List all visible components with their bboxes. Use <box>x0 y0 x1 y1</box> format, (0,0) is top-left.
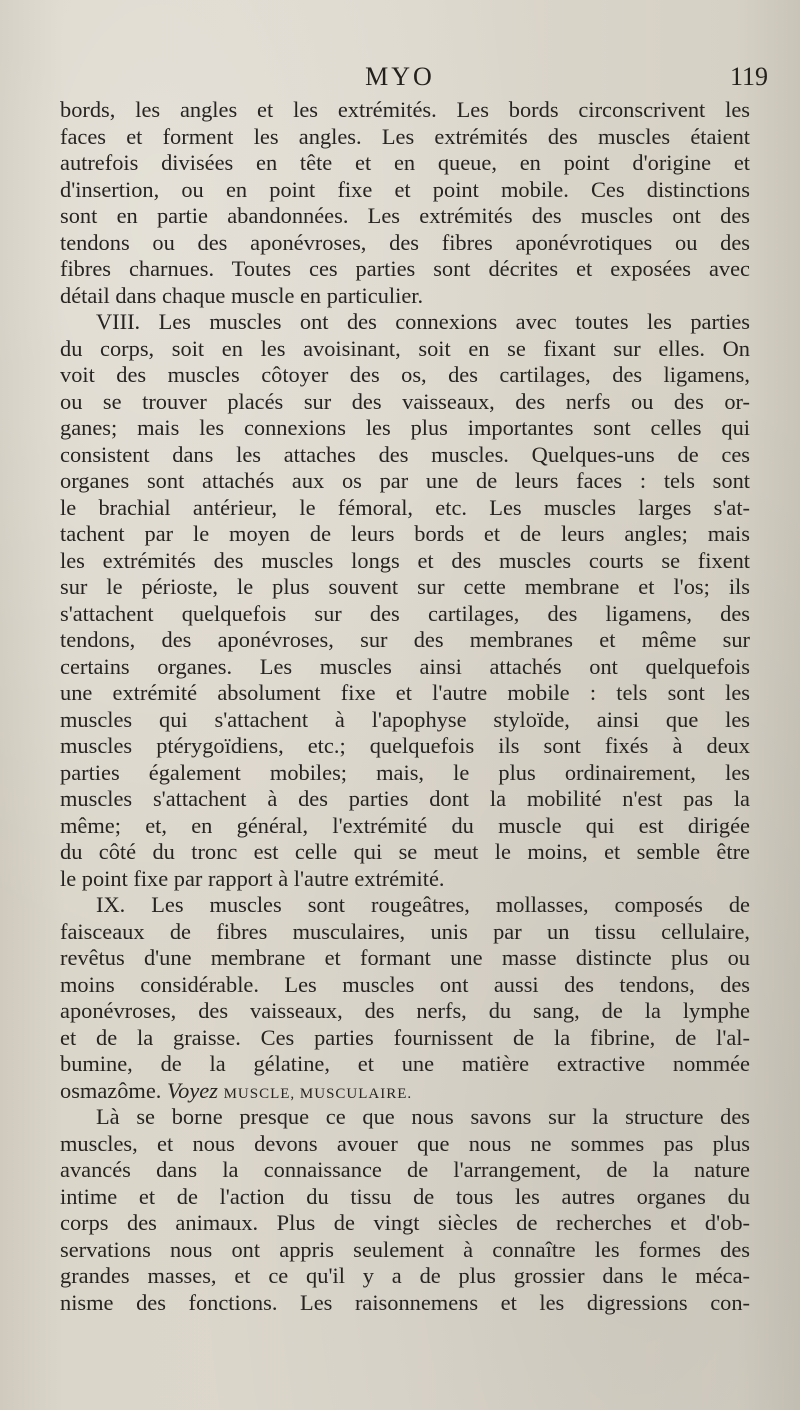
text-line: moins considérable. Les muscles ont aussi des tendons, des <box>60 971 750 997</box>
text-line: ou se trouver placés sur des vaisseaux, des nerfs ou des or- <box>60 388 750 414</box>
paragraph-viii-first-line: VIII. Les muscles ont des connexions avec toutes les parties <box>96 309 750 334</box>
text-line: organes sont attachés aux os par une de leurs faces : tels sont <box>60 468 750 493</box>
text-line: bords, les angles et les extrémités. Les bords circonscrivent les <box>60 97 750 122</box>
text-line: muscles, et nous devons avouer que nous ne sommes pas plus <box>60 1130 750 1156</box>
text-line: détail dans chaque muscle en particulier. <box>60 282 424 308</box>
text-line: intime et de l'action du tissu de tous les autres organes du <box>60 1183 750 1209</box>
page-number: 119 <box>729 62 768 91</box>
text-line: s'attachent quelquefois sur des cartilages, des ligamens, des <box>60 600 750 626</box>
paragraph-first-line: Là se borne presque ce que nous savons sur la structure des <box>96 1104 750 1129</box>
text-line: sont en partie abandonnées. Les extrémités des muscles ont des <box>60 203 750 228</box>
text-line: le point fixe par rapport à l'autre extrémité. <box>60 865 445 891</box>
text-line: d'insertion, ou en point fixe et point mobile. Ces distinctions <box>60 176 750 202</box>
text-line: aponévroses, des vaisseaux, des nerfs, du sang, de la lymphe <box>60 998 750 1023</box>
text-line: tendons, des aponévroses, sur des membranes et même sur <box>60 627 750 652</box>
text-line: le brachial antérieur, le fémoral, etc. Les muscles larges s'at- <box>60 494 750 520</box>
text-line: les extrémités des muscles longs et des muscles courts se fixent <box>60 547 750 573</box>
text-line: bumine, de la gélatine, et une matière extractive nommée <box>60 1051 750 1076</box>
text-line: consistent dans les attaches des muscles. Quelques-uns de ces <box>60 441 750 467</box>
text-line: sur le périoste, le plus souvent sur cette membrane et l'os; ils <box>60 574 750 599</box>
text-line: une extrémité absolument fixe et l'autre mobile : tels sont les <box>60 680 750 705</box>
text-line: muscles s'attachent à des parties dont la mobilité n'est pas la <box>60 786 750 811</box>
paragraph-ix-first-line: IX. Les muscles sont rougeâtres, mollasses, composés de <box>96 892 750 917</box>
text-line: fibres charnues. Toutes ces parties sont décrites et exposées avec <box>60 256 750 281</box>
text-line-cross-reference <box>60 1078 750 1105</box>
text-line: muscles qui s'attachent à l'apophyse styloïde, ainsi que les <box>60 706 750 732</box>
body-text <box>60 97 750 1316</box>
text-line: revêtus d'une membrane et formant une masse distincte plus ou <box>60 945 750 970</box>
text-line: et de la graisse. Ces parties fournissent de la fibrine, de l'al- <box>60 1024 750 1050</box>
text-fragment: osmazôme. <box>60 1077 162 1103</box>
text-line: ganes; mais les connexions les plus importantes sont celles qui <box>60 415 750 440</box>
text-line: corps des animaux. Plus de vingt siècles de recherches et d'ob- <box>60 1210 750 1235</box>
running-title: MYO <box>365 62 435 91</box>
text-line: même; et, en général, l'extrémité du muscle qui est dirigée <box>60 812 750 838</box>
text-line: du côté du tronc est celle qui se meut le moins, et semble être <box>60 839 750 864</box>
text-line: nisme des fonctions. Les raisonnemens et les digressions con- <box>60 1289 750 1315</box>
text-line: du corps, soit en les avoisinant, soit en se fixant sur elles. On <box>60 335 750 361</box>
cross-reference-terms: MUSCLE, MUSCULAIRE. <box>223 1085 413 1102</box>
text-line: servations nous ont appris seulement à connaître les formes des <box>60 1236 750 1262</box>
text-line: voit des muscles côtoyer des os, des cartilages, des ligamens, <box>60 362 750 387</box>
text-line: muscles ptérygoïdiens, etc.; quelquefois ils sont fixés à deux <box>60 733 750 758</box>
text-line: avancés dans la connaissance de l'arrangement, de la nature <box>60 1157 750 1182</box>
text-line: autrefois divisées en tête et en queue, en point d'origine et <box>60 150 750 175</box>
text-line: parties également mobiles; mais, le plus ordinairement, les <box>60 759 750 785</box>
text-line: tachent par le moyen de leurs bords et de leurs angles; mais <box>60 521 750 546</box>
text-line: grandes masses, et ce qu'il y a de plus grossier dans le méca- <box>60 1263 750 1288</box>
text-line: faisceaux de fibres musculaires, unis par un tissu cellulaire, <box>60 918 750 944</box>
cross-reference-lead: Voyez <box>166 1077 218 1103</box>
text-line: certains organes. Les muscles ainsi attachés ont quelquefois <box>60 653 750 679</box>
text-line: tendons ou des aponévroses, des fibres aponévrotiques ou des <box>60 229 750 255</box>
text-line: faces et forment les angles. Les extrémités des muscles étaient <box>60 123 750 149</box>
running-head <box>0 62 800 98</box>
